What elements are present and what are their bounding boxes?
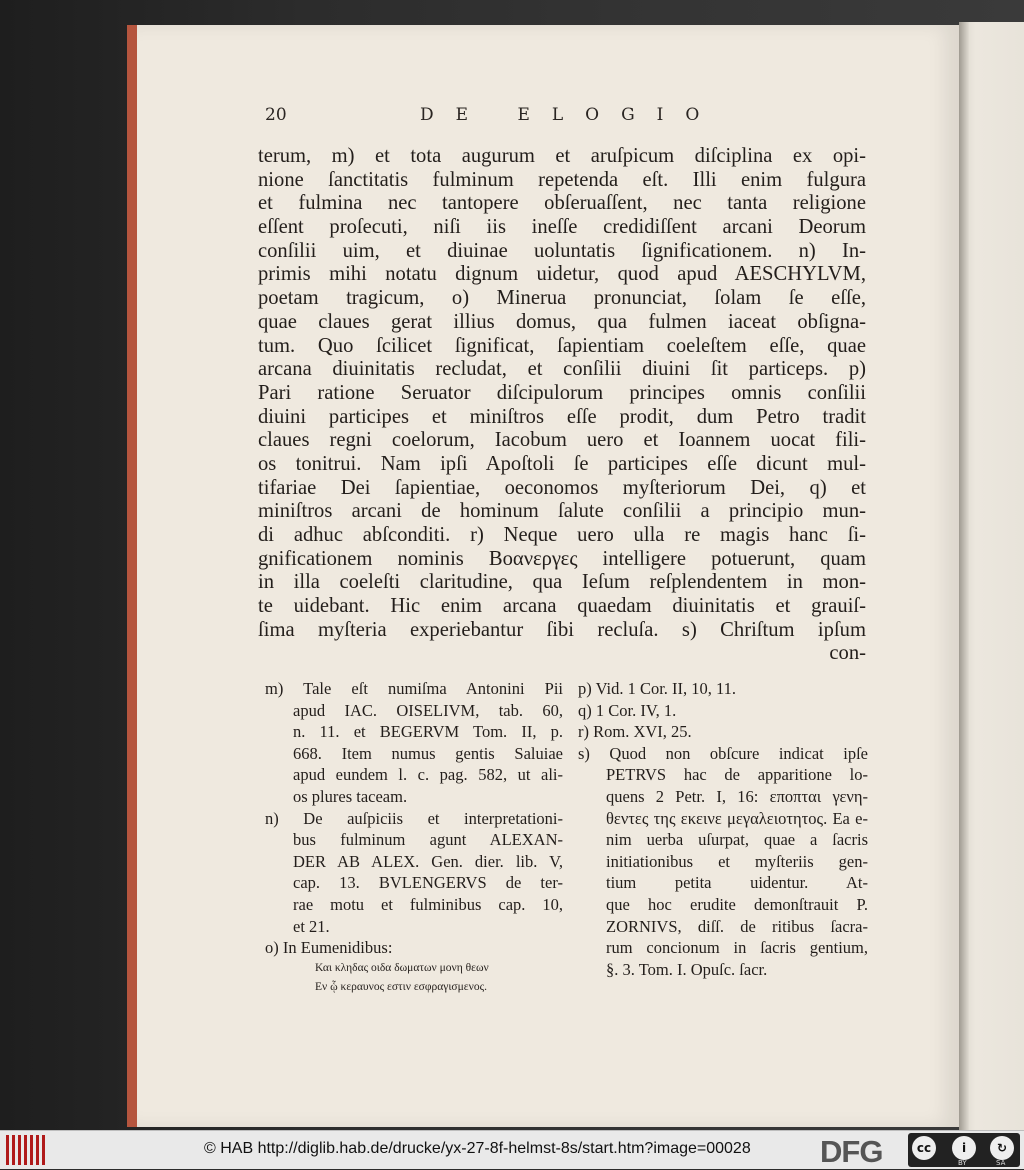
text-line: in illa coeleſti claritudine, qua Ieſum reſplendentem in mon- (258, 571, 866, 594)
attribution-icon: i (952, 1136, 976, 1160)
share-alike-icon: ↻ (990, 1136, 1014, 1160)
text-line: eſſent proſecuti, niſi iis ineſſe credidiſſent arcani Deorum (258, 216, 866, 239)
text-line: claues regni coelorum, Iacobum uero et Ioannem uocat fili- (258, 429, 866, 452)
text-line: gnificationem nominis Βοανεργες intelligere potuerunt, quam (258, 547, 866, 570)
copyright-link[interactable]: © HAB http://diglib.hab.de/drucke/yx-27-8f-helmst-8s/start.htm?image=00028 (204, 1140, 751, 1157)
text-line: primis mihi notatu dignum uidetur, quod apud AESCHYLVM, (258, 263, 866, 286)
text-line: tifariae Dei ſapientiae, oeconomos myſteriorum Dei, q) et (258, 476, 866, 499)
footnote-line: r) Rom. XVI, 25. (578, 722, 692, 742)
footnote-line: tium petita uidentur. At- (606, 873, 868, 893)
text-line: ſima myſteria experiebantur ſibi recluſa. s) Chriſtum ipſum (258, 618, 866, 641)
text-line: terum, m) et tota augurum et aruſpicum diſciplina ex opi- (258, 145, 866, 167)
footnote-line: o) In Eumenidibus: (265, 938, 393, 958)
license-sa-label: SA (996, 1159, 1006, 1167)
adjacent-page (959, 22, 1024, 1130)
footnote-line: rum concionum in ſacris gentium, (606, 938, 868, 958)
footnote-line: n) De auſpiciis et interpretationi- (265, 808, 563, 828)
greek-quote-line: Εν ᾧ κεραυνος εστιν εσφραγισμενος. (315, 980, 488, 993)
footnote-line: ZORNIVS, diſſ. de ritibus ſacra- (606, 916, 868, 936)
cc-icon: cc (912, 1136, 936, 1160)
footnote-line: m) Tale eſt numiſma Antonini Pii (265, 679, 563, 698)
footnote-line: PETRVS hac de apparitione lo- (606, 765, 868, 785)
footnote-line: θεντες της εκεινε μεγαλειοτητος. Ea e- (606, 808, 868, 828)
footnotes-left-column (265, 678, 563, 997)
footnote-line: 668. Item numus gentis Saluiae (293, 743, 563, 763)
footnote-line: os plures taceam. (293, 786, 408, 806)
page-number: 20 (265, 105, 287, 125)
cc-license-badge[interactable] (908, 1133, 1020, 1167)
text-line: miniſtros arcani de hominum ſalute conſilii a principio mun- (258, 500, 866, 523)
text-line: os tonitrui. Nam ipſi Apoſtoli ſe participes eſſe dicunt mul- (258, 452, 866, 475)
dfg-logo[interactable]: DFG (820, 1134, 883, 1169)
text-line: et fulmina nec tantopere obſeruaſſent, nec tanta religione (258, 192, 866, 215)
footnote-line: quens 2 Petr. I, 16: εποπται γενη- (606, 786, 868, 806)
hab-logo-icon[interactable] (6, 1135, 46, 1165)
footnote-line: cap. 13. BVLENGERVS de ter- (293, 873, 563, 893)
text-line: poetam tragicum, o) Minerua pronunciat, ſolam ſe eſſe, (258, 287, 866, 310)
text-line: te uidebant. Hic enim arcana quaedam diuinitatis et grauiſ- (258, 595, 866, 618)
footnote-line: §. 3. Tom. I. Opuſc. ſacr. (606, 959, 768, 979)
viewer-footer (0, 1130, 1024, 1169)
footnote-line: et 21. (293, 916, 330, 936)
greek-quote-line: Και κληδας οιδα δωματων μονη θεων (315, 961, 489, 974)
text-line: Pari ratione Seruator diſcipulorum principes omnis conſilii (258, 381, 866, 404)
footnote-line: n. 11. et BEGERVM Tom. II, p. (293, 722, 563, 742)
footnote-line: q) 1 Cor. IV, 1. (578, 700, 677, 720)
text-line: conſilii uim, et diuinae uoluntatis ſignificationem. n) In- (258, 239, 866, 262)
footnote-line: rae motu et fulminibus cap. 10, (293, 894, 563, 914)
footnote-line: apud eundem l. c. pag. 582, ut ali- (293, 765, 563, 785)
catchword: con- (829, 642, 866, 665)
book-cover-edge (127, 25, 137, 1127)
text-line: arcana diuinitatis recludat, et conſilii diuini ſit particeps. p) (258, 358, 866, 381)
footnote-line: apud IAC. OISELIVM, tab. 60, (293, 700, 563, 720)
running-title: DE ELOGIO (420, 105, 722, 125)
text-line: diuini participes et miniſtros eſſe prodit, dum Petro tradit (258, 405, 866, 428)
text-line: di adhuc abſconditi. r) Neque uero ulla re magis hanc ſi- (258, 524, 866, 546)
text-line: quae claues gerat illius domus, qua fulmen iaceat obſigna- (258, 310, 866, 333)
text-line: tum. Quo ſcilicet ſignificat, ſapientiam coeleſtem eſſe, quae (258, 334, 866, 357)
footnote-line: nim uerba uſurpat, quae a ſacris (606, 830, 868, 850)
footnote-line: p) Vid. 1 Cor. II, 10, 11. (578, 679, 737, 698)
footnote-line: s) Quod non obſcure indicat ipſe (578, 743, 868, 763)
running-head (265, 105, 865, 129)
footnote-line: DER AB ALEX. Gen. dier. lib. V, (293, 851, 563, 871)
footnote-line: initiationibus et myſteriis gen- (606, 851, 868, 871)
footnote-line: que hoc erudite demonſtrauit P. (606, 894, 868, 914)
license-by-label: BY (958, 1159, 967, 1167)
text-line: nione ſanctitatis fulminum repetenda eſt. Illi enim fulgura (258, 168, 866, 191)
main-text (258, 145, 866, 666)
footnote-line: bus fulminum agunt ALEXAN- (293, 830, 563, 850)
footnotes-right-column (578, 678, 868, 980)
